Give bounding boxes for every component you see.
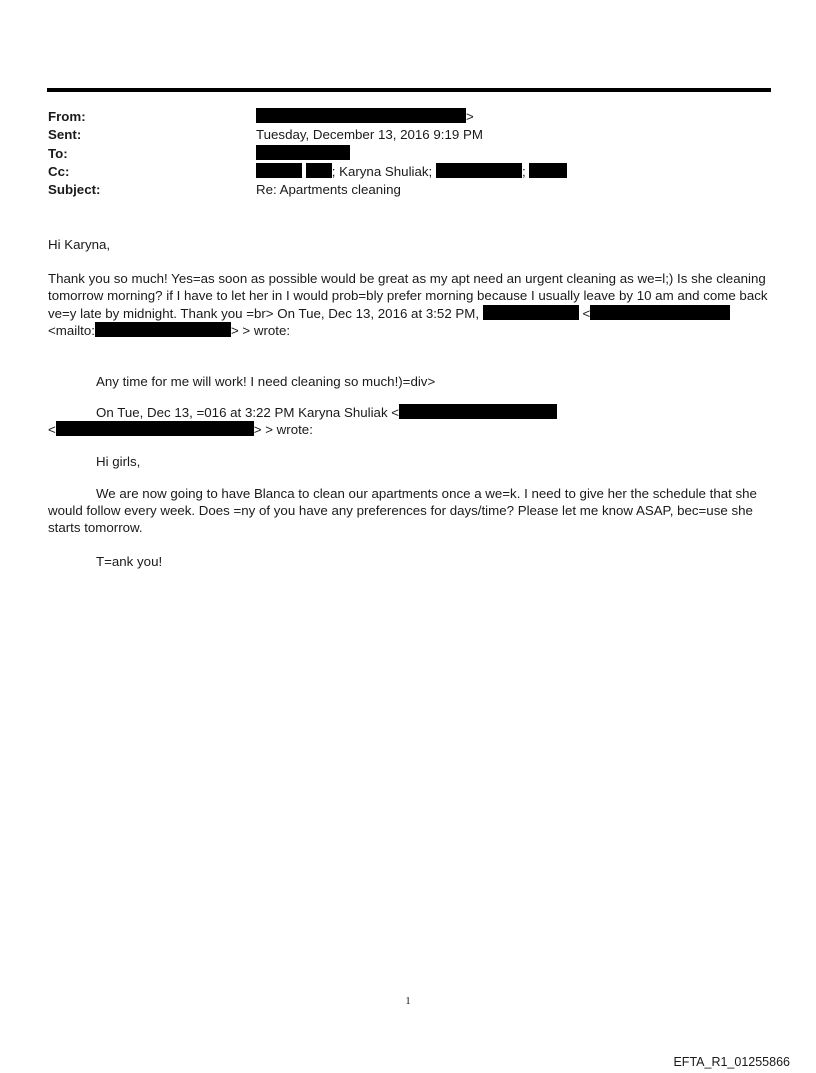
from-suffix: > [466, 109, 474, 124]
less-than-sign: < [582, 305, 591, 321]
redaction-block [483, 305, 579, 320]
wrote-suffix: > > wrote: [230, 322, 291, 338]
mailto-prefix: <mailto: [48, 322, 95, 338]
top-rule [47, 88, 771, 92]
cc-name: ; Karyna Shuliak; [331, 163, 433, 179]
redaction-block [399, 404, 557, 419]
to-value [256, 145, 350, 163]
to-row [48, 145, 768, 163]
quote-wrote: > > wrote: [253, 422, 313, 438]
quote-line: On Tue, Dec 13, =016 at 3:22 PM Karyna Shuliak < [96, 405, 400, 421]
redaction-block [256, 108, 466, 123]
redaction-block [56, 421, 254, 436]
sent-label: Sent: [48, 127, 82, 143]
redaction-block [590, 305, 730, 320]
subject-label: Subject: [48, 182, 101, 198]
from-label: From: [48, 109, 86, 124]
cc-row [48, 163, 768, 181]
to-label: To: [48, 145, 68, 161]
cc-separator: ; [521, 163, 526, 179]
sent-value: Tuesday, December 13, 2016 9:19 PM [256, 127, 483, 143]
document-id: EFTA_R1_01255866 [673, 1055, 790, 1069]
page-number: 1 [405, 995, 411, 1007]
email-body [48, 236, 770, 571]
subject-row [48, 181, 768, 199]
redaction-block [436, 163, 522, 178]
redaction-block [529, 163, 567, 178]
quote-less-than: < [48, 422, 56, 438]
cc-value [256, 163, 567, 181]
subject-value: Re: Apartments cleaning [256, 182, 401, 198]
reply-text: Any time for me will work! I need cleaning so much!)=div> [96, 374, 436, 390]
hi-girls: Hi girls, [96, 453, 141, 469]
thanks-line: T=ank you! [96, 554, 163, 570]
quote-header [48, 404, 770, 438]
redaction-block [256, 163, 302, 178]
cc-label: Cc: [48, 163, 70, 179]
from-row [48, 108, 768, 126]
redaction-block [306, 163, 332, 178]
paragraph-2: We are now going to have Blanca to clean our apartments once a we=k. I need to give her the schedule that she would follow every week. Does =ny of you have any preferences for days/time? Please let me know ASAP, bec=use she starts tomorrow. [48, 485, 757, 536]
redaction-block [256, 145, 350, 160]
greeting: Hi Karyna, [48, 237, 111, 252]
paragraph-1 [48, 270, 770, 339]
email-header [48, 108, 768, 199]
paragraph-1-text: Thank you so much! Yes=as soon as possible would be great as my apt need an urgent cleaning as we=l;) Is she cleaning tomorrow morning? if I have to let her in I would prob=bly prefer morning because I usually leave by 10 am and come back ve=y late by midnight. Thank you =br> On Tue, Dec 13, 2016 at 3:52 PM, [48, 271, 768, 321]
from-value [256, 108, 474, 126]
sent-row [48, 126, 768, 144]
redaction-block [95, 322, 231, 337]
